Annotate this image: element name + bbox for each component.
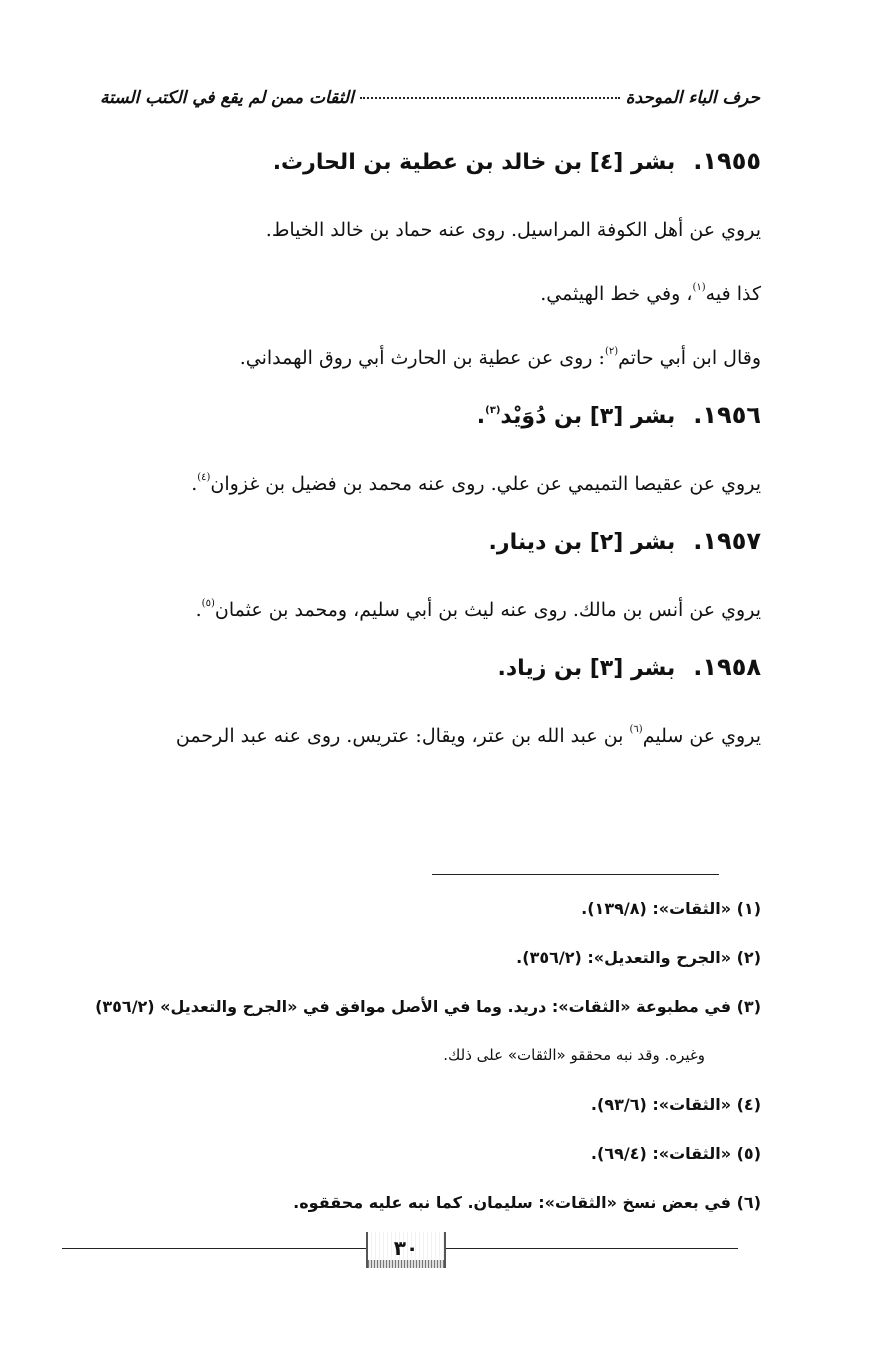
footnote-marker: (٤) xyxy=(197,472,211,483)
footer-rule xyxy=(62,1248,366,1249)
leader-dots xyxy=(360,97,620,99)
footnote-marker: (٢) xyxy=(604,346,619,357)
entry-title: بشر [٣] بن دُوَيْد xyxy=(500,404,676,429)
footnote: (٦) في بعض نسخ «الثقات»: سليمان. كما نبه عليه محققوه. xyxy=(293,1193,761,1212)
entry-text-line xyxy=(91,452,761,516)
entry-heading xyxy=(91,642,761,704)
footnote: (١) «الثقات»: (١٣٩/٨). xyxy=(581,899,761,918)
line-text: . xyxy=(191,473,198,495)
entry-number: ١٩٥٧. xyxy=(693,527,761,555)
line-text: وقال ابن أبي حاتم xyxy=(618,347,761,369)
entry-title: بشر [٣] بن زياد. xyxy=(497,656,676,681)
footnotes xyxy=(56,884,761,1227)
line-text: يروي عن عقيصا التميمي عن علي. روى عنه محمد بن فضيل بن غزوان xyxy=(210,473,761,495)
footnote-marker: (١) xyxy=(692,282,706,293)
footnote-marker: (٥) xyxy=(201,598,215,609)
footnote-marker: (٦) xyxy=(629,724,643,735)
entry-title-end: . xyxy=(476,404,486,429)
chapter-title: حرف الباء الموحدة xyxy=(625,88,760,108)
footer-rule xyxy=(446,1248,738,1249)
entry-title: بشر [٤] بن خالد بن عطية بن الحارث. xyxy=(272,150,676,175)
footnote-separator xyxy=(432,874,719,875)
entry-text-line xyxy=(91,578,761,642)
entry-text-line xyxy=(91,198,761,262)
page-number-box xyxy=(366,1232,446,1268)
footnote-marker: (٣) xyxy=(485,405,501,416)
line-text: ، وفي خط الهيثمي. xyxy=(540,283,693,305)
book-title: الثقات ممن لم يقع في الكتب الستة xyxy=(100,88,354,108)
main-text xyxy=(91,136,761,768)
footnote: (٣) في مطبوعة «الثقات»: دريد. وما في الأصل موافق في «الجرح والتعديل» (٣٥٦/٢) xyxy=(95,997,761,1016)
entry-number: ١٩٥٦. xyxy=(693,401,761,429)
page-number-ornament xyxy=(368,1260,444,1268)
footnote: (٢) «الجرح والتعديل»: (٣٥٦/٢). xyxy=(516,948,761,967)
line-text: بن عبد الله بن عتر، ويقال: عتريس. روى عنه عبد الرحمن xyxy=(175,725,630,747)
entry-title: بشر [٢] بن دينار. xyxy=(488,530,676,555)
entry-heading xyxy=(91,136,761,198)
entry-heading xyxy=(91,516,761,578)
line-text: كذا فيه xyxy=(705,283,761,305)
entry-text-line xyxy=(91,704,761,768)
footnote-continuation: وغيره. وقد نبه محققو «الثقات» على ذلك. xyxy=(443,1046,705,1064)
line-text: . xyxy=(195,599,202,621)
footnote: (٤) «الثقات»: (٩٣/٦). xyxy=(590,1095,761,1114)
line-text: يروي عن أهل الكوفة المراسيل. روى عنه حماد بن خالد الخياط. xyxy=(265,219,761,241)
entry-number: ١٩٥٨. xyxy=(693,653,761,681)
entry-number: ١٩٥٥. xyxy=(693,147,761,175)
page-number: ٣٠ xyxy=(393,1236,419,1260)
line-text: يروي عن أنس بن مالك. روى عنه ليث بن أبي سليم، ومحمد بن عثمان xyxy=(214,599,761,621)
running-header xyxy=(100,78,760,118)
footnote: (٥) «الثقات»: (٦٩/٤). xyxy=(590,1144,761,1163)
entry-text-line xyxy=(91,262,761,326)
line-text: : روى عن عطية بن الحارث أبي روق الهمداني. xyxy=(239,347,605,369)
entry-text-line xyxy=(91,326,761,390)
line-text: يروي عن سليم xyxy=(642,725,761,747)
entry-heading xyxy=(91,390,761,452)
